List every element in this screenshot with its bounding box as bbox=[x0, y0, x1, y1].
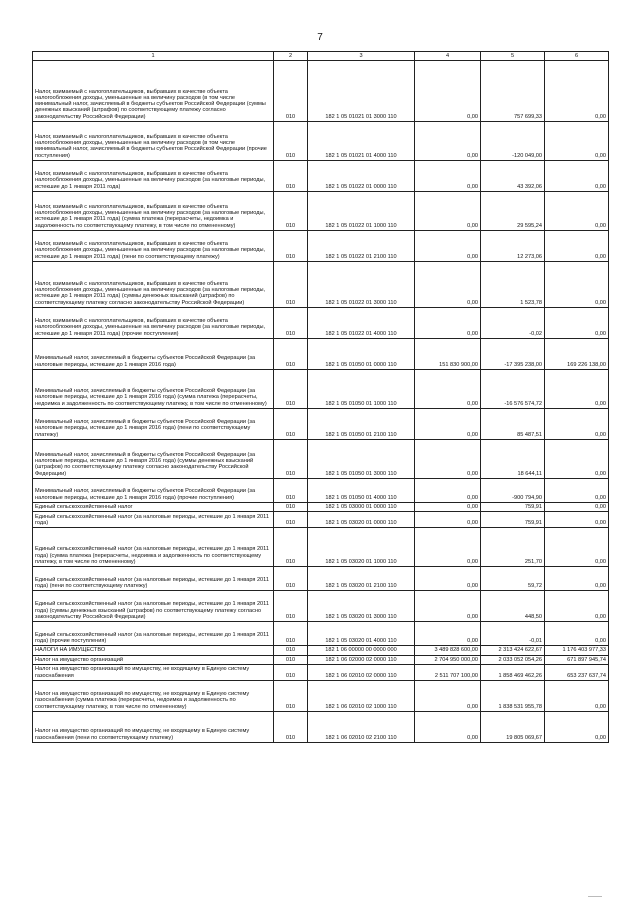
table-row bbox=[33, 122, 609, 161]
row-budget-code: 182 1 05 01022 01 1000 110 bbox=[308, 192, 415, 231]
row-approved-amount: 0,00 bbox=[415, 122, 481, 161]
table-row bbox=[33, 567, 609, 591]
row-unexecuted-amount: 0,00 bbox=[545, 479, 609, 503]
row-approved-amount: 0,00 bbox=[415, 440, 481, 479]
row-unexecuted-amount: 0,00 bbox=[545, 567, 609, 591]
row-budget-code: 182 1 05 03020 01 2100 110 bbox=[308, 567, 415, 591]
row-name: Налог, взимаемый с налогоплательщиков, выбравших в качестве объекта налогообложения доходы, уменьшенные на величину расходов (за налоговые периоды, истекшие до 1 января 2011 года) (сумма платежа (перерасчеты, недоимка и задолженность по соответствующему платежу, в том числе по отмененному) bbox=[33, 192, 274, 231]
row-unexecuted-amount: 0,00 bbox=[545, 192, 609, 231]
row-name: Налог, взимаемый с налогоплательщиков, выбравших в качестве объекта налогообложения доходы, уменьшенные на величину расходов (в том числе минимальный налог, зачисляемый в бюджеты субъектов Российской Федерации (прочие поступления) bbox=[33, 122, 274, 161]
table-row bbox=[33, 440, 609, 479]
row-line-code: 010 bbox=[274, 479, 308, 503]
row-approved-amount: 0,00 bbox=[415, 479, 481, 503]
row-executed-amount: 29 595,24 bbox=[481, 192, 545, 231]
row-approved-amount: 0,00 bbox=[415, 512, 481, 528]
row-executed-amount: 1 523,78 bbox=[481, 262, 545, 308]
header-col-2: 2 bbox=[274, 52, 308, 61]
row-unexecuted-amount: 0,00 bbox=[545, 122, 609, 161]
row-line-code: 010 bbox=[274, 622, 308, 646]
header-col-4: 4 bbox=[415, 52, 481, 61]
row-unexecuted-amount: 0,00 bbox=[545, 231, 609, 262]
row-approved-amount: 0,00 bbox=[415, 711, 481, 742]
row-executed-amount: -17 395 238,00 bbox=[481, 339, 545, 370]
table-row bbox=[33, 370, 609, 409]
row-unexecuted-amount: 169 226 138,00 bbox=[545, 339, 609, 370]
page-number: 7 bbox=[317, 32, 323, 43]
row-name: Минимальный налог, зачисляемый в бюджеты субъектов Российской Федерации (за налоговые периоды, истекшие до 1 января 2016 года) (прочие поступления) bbox=[33, 479, 274, 503]
row-budget-code: 182 1 05 03020 01 4000 110 bbox=[308, 622, 415, 646]
row-budget-code: 182 1 06 02010 02 2100 110 bbox=[308, 711, 415, 742]
row-unexecuted-amount: 0,00 bbox=[545, 528, 609, 567]
row-executed-amount: -16 576 574,72 bbox=[481, 370, 545, 409]
table-row bbox=[33, 339, 609, 370]
row-executed-amount: 448,50 bbox=[481, 591, 545, 622]
row-approved-amount: 0,00 bbox=[415, 370, 481, 409]
row-name: Единый сельскохозяйственный налог (за налоговые периоды, истекшие до 1 января 2011 года) (сумма платежа (перерасчеты, недоимка и задолженность по соответствующему платежу, в том числе по отмененному) bbox=[33, 528, 274, 567]
header-row bbox=[33, 52, 609, 61]
row-unexecuted-amount: 0,00 bbox=[545, 308, 609, 339]
row-budget-code: 182 1 05 03020 01 1000 110 bbox=[308, 528, 415, 567]
row-line-code: 010 bbox=[274, 512, 308, 528]
row-line-code: 010 bbox=[274, 409, 308, 440]
row-budget-code: 182 1 05 01021 01 4000 110 bbox=[308, 122, 415, 161]
row-line-code: 010 bbox=[274, 61, 308, 122]
row-approved-amount: 0,00 bbox=[415, 591, 481, 622]
row-line-code: 010 bbox=[274, 711, 308, 742]
row-budget-code: 182 1 05 01050 01 4000 110 bbox=[308, 479, 415, 503]
row-approved-amount: 2 704 950 000,00 bbox=[415, 655, 481, 664]
row-name: Минимальный налог, зачисляемый в бюджеты субъектов Российской Федерации (за налоговые периоды, истекшие до 1 января 2016 года) (сумма платежа (перерасчеты, недоимка и задолженность по соответствующему платежу, в том числе по отмененному) bbox=[33, 370, 274, 409]
row-name: Налог на имущество организаций по имуществу, не входящему в Единую систему газоснабжения (сумма платежа (перерасчеты, недоимка и задолженность по соответствующему платежу, в том числе по отмененному) bbox=[33, 680, 274, 711]
row-unexecuted-amount: 671 897 945,74 bbox=[545, 655, 609, 664]
table-row bbox=[33, 655, 609, 664]
row-unexecuted-amount: 0,00 bbox=[545, 711, 609, 742]
row-unexecuted-amount: 0,00 bbox=[545, 370, 609, 409]
row-unexecuted-amount: 0,00 bbox=[545, 512, 609, 528]
row-approved-amount: 0,00 bbox=[415, 503, 481, 512]
row-line-code: 010 bbox=[274, 528, 308, 567]
row-budget-code: 182 1 05 01050 01 2100 110 bbox=[308, 409, 415, 440]
row-line-code: 010 bbox=[274, 440, 308, 479]
row-budget-code: 182 1 05 01022 01 3000 110 bbox=[308, 262, 415, 308]
table-row bbox=[33, 591, 609, 622]
row-line-code: 010 bbox=[274, 192, 308, 231]
row-budget-code: 182 1 05 01021 01 3000 110 bbox=[308, 61, 415, 122]
row-name: Налог, взимаемый с налогоплательщиков, выбравших в качестве объекта налогообложения доходы, уменьшенные на величину расходов (за налоговые периоды, истекшие до 1 января 2011 года) (суммы денежных взысканий (штрафов) по соответствующему платежу согласно законодательству Российской Федерации) bbox=[33, 262, 274, 308]
row-executed-amount: 19 805 069,67 bbox=[481, 711, 545, 742]
table-row bbox=[33, 664, 609, 680]
row-approved-amount: 0,00 bbox=[415, 192, 481, 231]
row-line-code: 010 bbox=[274, 339, 308, 370]
row-name: Единый сельскохозяйственный налог (за налоговые периоды, истекшие до 1 января 2011 года) bbox=[33, 512, 274, 528]
row-budget-code: 182 1 05 01050 01 0000 110 bbox=[308, 339, 415, 370]
row-budget-code: 182 1 06 02010 02 0000 110 bbox=[308, 664, 415, 680]
row-executed-amount: 757 699,33 bbox=[481, 61, 545, 122]
row-name: Единый сельскохозяйственный налог (за налоговые периоды, истекшие до 1 января 2011 года) (прочие поступления) bbox=[33, 622, 274, 646]
row-approved-amount: 0,00 bbox=[415, 409, 481, 440]
row-approved-amount: 0,00 bbox=[415, 61, 481, 122]
row-approved-amount: 0,00 bbox=[415, 567, 481, 591]
scan-corner-mark bbox=[588, 896, 602, 899]
row-name: Налог, взимаемый с налогоплательщиков, выбравших в качестве объекта налогообложения доходы, уменьшенные на величину расходов (за налоговые периоды, истекшие до 1 января 2011 года) (пени по соответствующему платежу) bbox=[33, 231, 274, 262]
row-budget-code: 182 1 05 03020 01 3000 110 bbox=[308, 591, 415, 622]
row-line-code: 010 bbox=[274, 591, 308, 622]
table-row bbox=[33, 192, 609, 231]
row-executed-amount: -120 049,00 bbox=[481, 122, 545, 161]
table-row bbox=[33, 409, 609, 440]
row-executed-amount: 251,70 bbox=[481, 528, 545, 567]
row-approved-amount: 0,00 bbox=[415, 161, 481, 192]
row-executed-amount: 759,91 bbox=[481, 503, 545, 512]
row-name: Налог, взимаемый с налогоплательщиков, выбравших в качестве объекта налогообложения доходы, уменьшенные на величину расходов (за налоговые периоды, истекшие до 1 января 2011 года) (прочие поступления) bbox=[33, 308, 274, 339]
report-table bbox=[32, 51, 609, 743]
row-budget-code: 182 1 05 01050 01 3000 110 bbox=[308, 440, 415, 479]
row-line-code: 010 bbox=[274, 655, 308, 664]
header-col-1: 1 bbox=[33, 52, 274, 61]
row-approved-amount: 0,00 bbox=[415, 622, 481, 646]
row-unexecuted-amount: 0,00 bbox=[545, 591, 609, 622]
row-name: Единый сельскохозяйственный налог bbox=[33, 503, 274, 512]
row-executed-amount: 18 644,11 bbox=[481, 440, 545, 479]
row-budget-code: 182 1 06 02000 02 0000 110 bbox=[308, 655, 415, 664]
table-row bbox=[33, 61, 609, 122]
row-executed-amount: 1 838 531 955,78 bbox=[481, 680, 545, 711]
row-executed-amount: 2 313 424 622,67 bbox=[481, 646, 545, 655]
table-row bbox=[33, 308, 609, 339]
row-executed-amount: 59,72 bbox=[481, 567, 545, 591]
header-col-6: 6 bbox=[545, 52, 609, 61]
table-row bbox=[33, 528, 609, 567]
row-budget-code: 182 1 05 03020 01 0000 110 bbox=[308, 512, 415, 528]
row-line-code: 010 bbox=[274, 161, 308, 192]
row-name: Единый сельскохозяйственный налог (за налоговые периоды, истекшие до 1 января 2011 года) (суммы денежных взысканий (штрафов) по соответствующему платежу согласно законодательству Российской Федерации) bbox=[33, 591, 274, 622]
row-line-code: 010 bbox=[274, 231, 308, 262]
row-name: Налог, взимаемый с налогоплательщиков, выбравших в качестве объекта налогообложения доходы, уменьшенные на величину расходов (за налоговые периоды, истекшие до 1 января 2011 года) bbox=[33, 161, 274, 192]
row-unexecuted-amount: 0,00 bbox=[545, 409, 609, 440]
row-budget-code: 182 1 06 00000 00 0000 000 bbox=[308, 646, 415, 655]
row-name: НАЛОГИ НА ИМУЩЕСТВО bbox=[33, 646, 274, 655]
row-unexecuted-amount: 1 176 403 977,33 bbox=[545, 646, 609, 655]
row-unexecuted-amount: 0,00 bbox=[545, 680, 609, 711]
row-name: Минимальный налог, зачисляемый в бюджеты субъектов Российской Федерации (за налоговые периоды, истекшие до 1 января 2016 года) (пени по соответствующему платежу) bbox=[33, 409, 274, 440]
row-executed-amount: 85 487,51 bbox=[481, 409, 545, 440]
row-name: Единый сельскохозяйственный налог (за налоговые периоды, истекшие до 1 января 2011 года) (пени по соответствующему платежу) bbox=[33, 567, 274, 591]
table-row bbox=[33, 503, 609, 512]
row-budget-code: 182 1 05 01050 01 1000 110 bbox=[308, 370, 415, 409]
row-unexecuted-amount: 0,00 bbox=[545, 622, 609, 646]
table-row bbox=[33, 680, 609, 711]
row-line-code: 010 bbox=[274, 122, 308, 161]
row-line-code: 010 bbox=[274, 567, 308, 591]
row-unexecuted-amount: 0,00 bbox=[545, 503, 609, 512]
table-row bbox=[33, 512, 609, 528]
row-approved-amount: 151 830 900,00 bbox=[415, 339, 481, 370]
row-name: Налог на имущество организаций по имуществу, не входящему в Единую систему газоснабжения bbox=[33, 664, 274, 680]
row-unexecuted-amount: 0,00 bbox=[545, 262, 609, 308]
row-unexecuted-amount: 0,00 bbox=[545, 61, 609, 122]
row-name: Налог на имущество организаций по имуществу, не входящему в Единую систему газоснабжения (пени по соответствующему платежу) bbox=[33, 711, 274, 742]
row-budget-code: 182 1 05 01022 01 2100 110 bbox=[308, 231, 415, 262]
row-line-code: 010 bbox=[274, 646, 308, 655]
row-unexecuted-amount: 653 237 637,74 bbox=[545, 664, 609, 680]
row-approved-amount: 0,00 bbox=[415, 680, 481, 711]
row-budget-code: 182 1 05 01022 01 0000 110 bbox=[308, 161, 415, 192]
row-approved-amount: 0,00 bbox=[415, 528, 481, 567]
header-col-5: 5 bbox=[481, 52, 545, 61]
table-row bbox=[33, 646, 609, 655]
row-line-code: 010 bbox=[274, 262, 308, 308]
row-line-code: 010 bbox=[274, 308, 308, 339]
row-approved-amount: 0,00 bbox=[415, 262, 481, 308]
row-name: Налог, взимаемый с налогоплательщиков, выбравших в качестве объекта налогообложения доходы, уменьшенные на величину расходов (в том числе минимальный налог, зачисляемый в бюджеты субъектов Российской Федерации (суммы денежных взысканий (штрафов) по соответствующему платежу согласно законодательству Российской Федерации) bbox=[33, 61, 274, 122]
table-row bbox=[33, 711, 609, 742]
row-line-code: 010 bbox=[274, 503, 308, 512]
row-budget-code: 182 1 05 03000 01 0000 110 bbox=[308, 503, 415, 512]
row-executed-amount: 2 033 052 054,26 bbox=[481, 655, 545, 664]
row-name: Минимальный налог, зачисляемый в бюджеты субъектов Российской Федерации (за налоговые периоды, истекшие до 1 января 2016 года) (суммы денежных взысканий (штрафов) по соответствующему платежу согласно законодательству Российской Федерации) bbox=[33, 440, 274, 479]
row-approved-amount: 2 511 707 100,00 bbox=[415, 664, 481, 680]
row-unexecuted-amount: 0,00 bbox=[545, 440, 609, 479]
row-unexecuted-amount: 0,00 bbox=[545, 161, 609, 192]
row-executed-amount: 12 273,06 bbox=[481, 231, 545, 262]
header-col-3: 3 bbox=[308, 52, 415, 61]
row-line-code: 010 bbox=[274, 370, 308, 409]
row-budget-code: 182 1 06 02010 02 1000 110 bbox=[308, 680, 415, 711]
row-executed-amount: -0,02 bbox=[481, 308, 545, 339]
row-executed-amount: 1 858 469 462,26 bbox=[481, 664, 545, 680]
row-executed-amount: 759,91 bbox=[481, 512, 545, 528]
row-line-code: 010 bbox=[274, 680, 308, 711]
table-row bbox=[33, 262, 609, 308]
row-executed-amount: -900 794,90 bbox=[481, 479, 545, 503]
row-name: Налог на имущество организаций bbox=[33, 655, 274, 664]
row-approved-amount: 0,00 bbox=[415, 308, 481, 339]
table-row bbox=[33, 479, 609, 503]
table-row bbox=[33, 622, 609, 646]
row-executed-amount: -0,01 bbox=[481, 622, 545, 646]
row-line-code: 010 bbox=[274, 664, 308, 680]
row-approved-amount: 0,00 bbox=[415, 231, 481, 262]
table-row bbox=[33, 231, 609, 262]
row-executed-amount: 43 392,06 bbox=[481, 161, 545, 192]
row-approved-amount: 3 489 828 600,00 bbox=[415, 646, 481, 655]
table-row bbox=[33, 161, 609, 192]
row-budget-code: 182 1 05 01022 01 4000 110 bbox=[308, 308, 415, 339]
row-name: Минимальный налог, зачисляемый в бюджеты субъектов Российской Федерации (за налоговые периоды, истекшие до 1 января 2016 года) bbox=[33, 339, 274, 370]
